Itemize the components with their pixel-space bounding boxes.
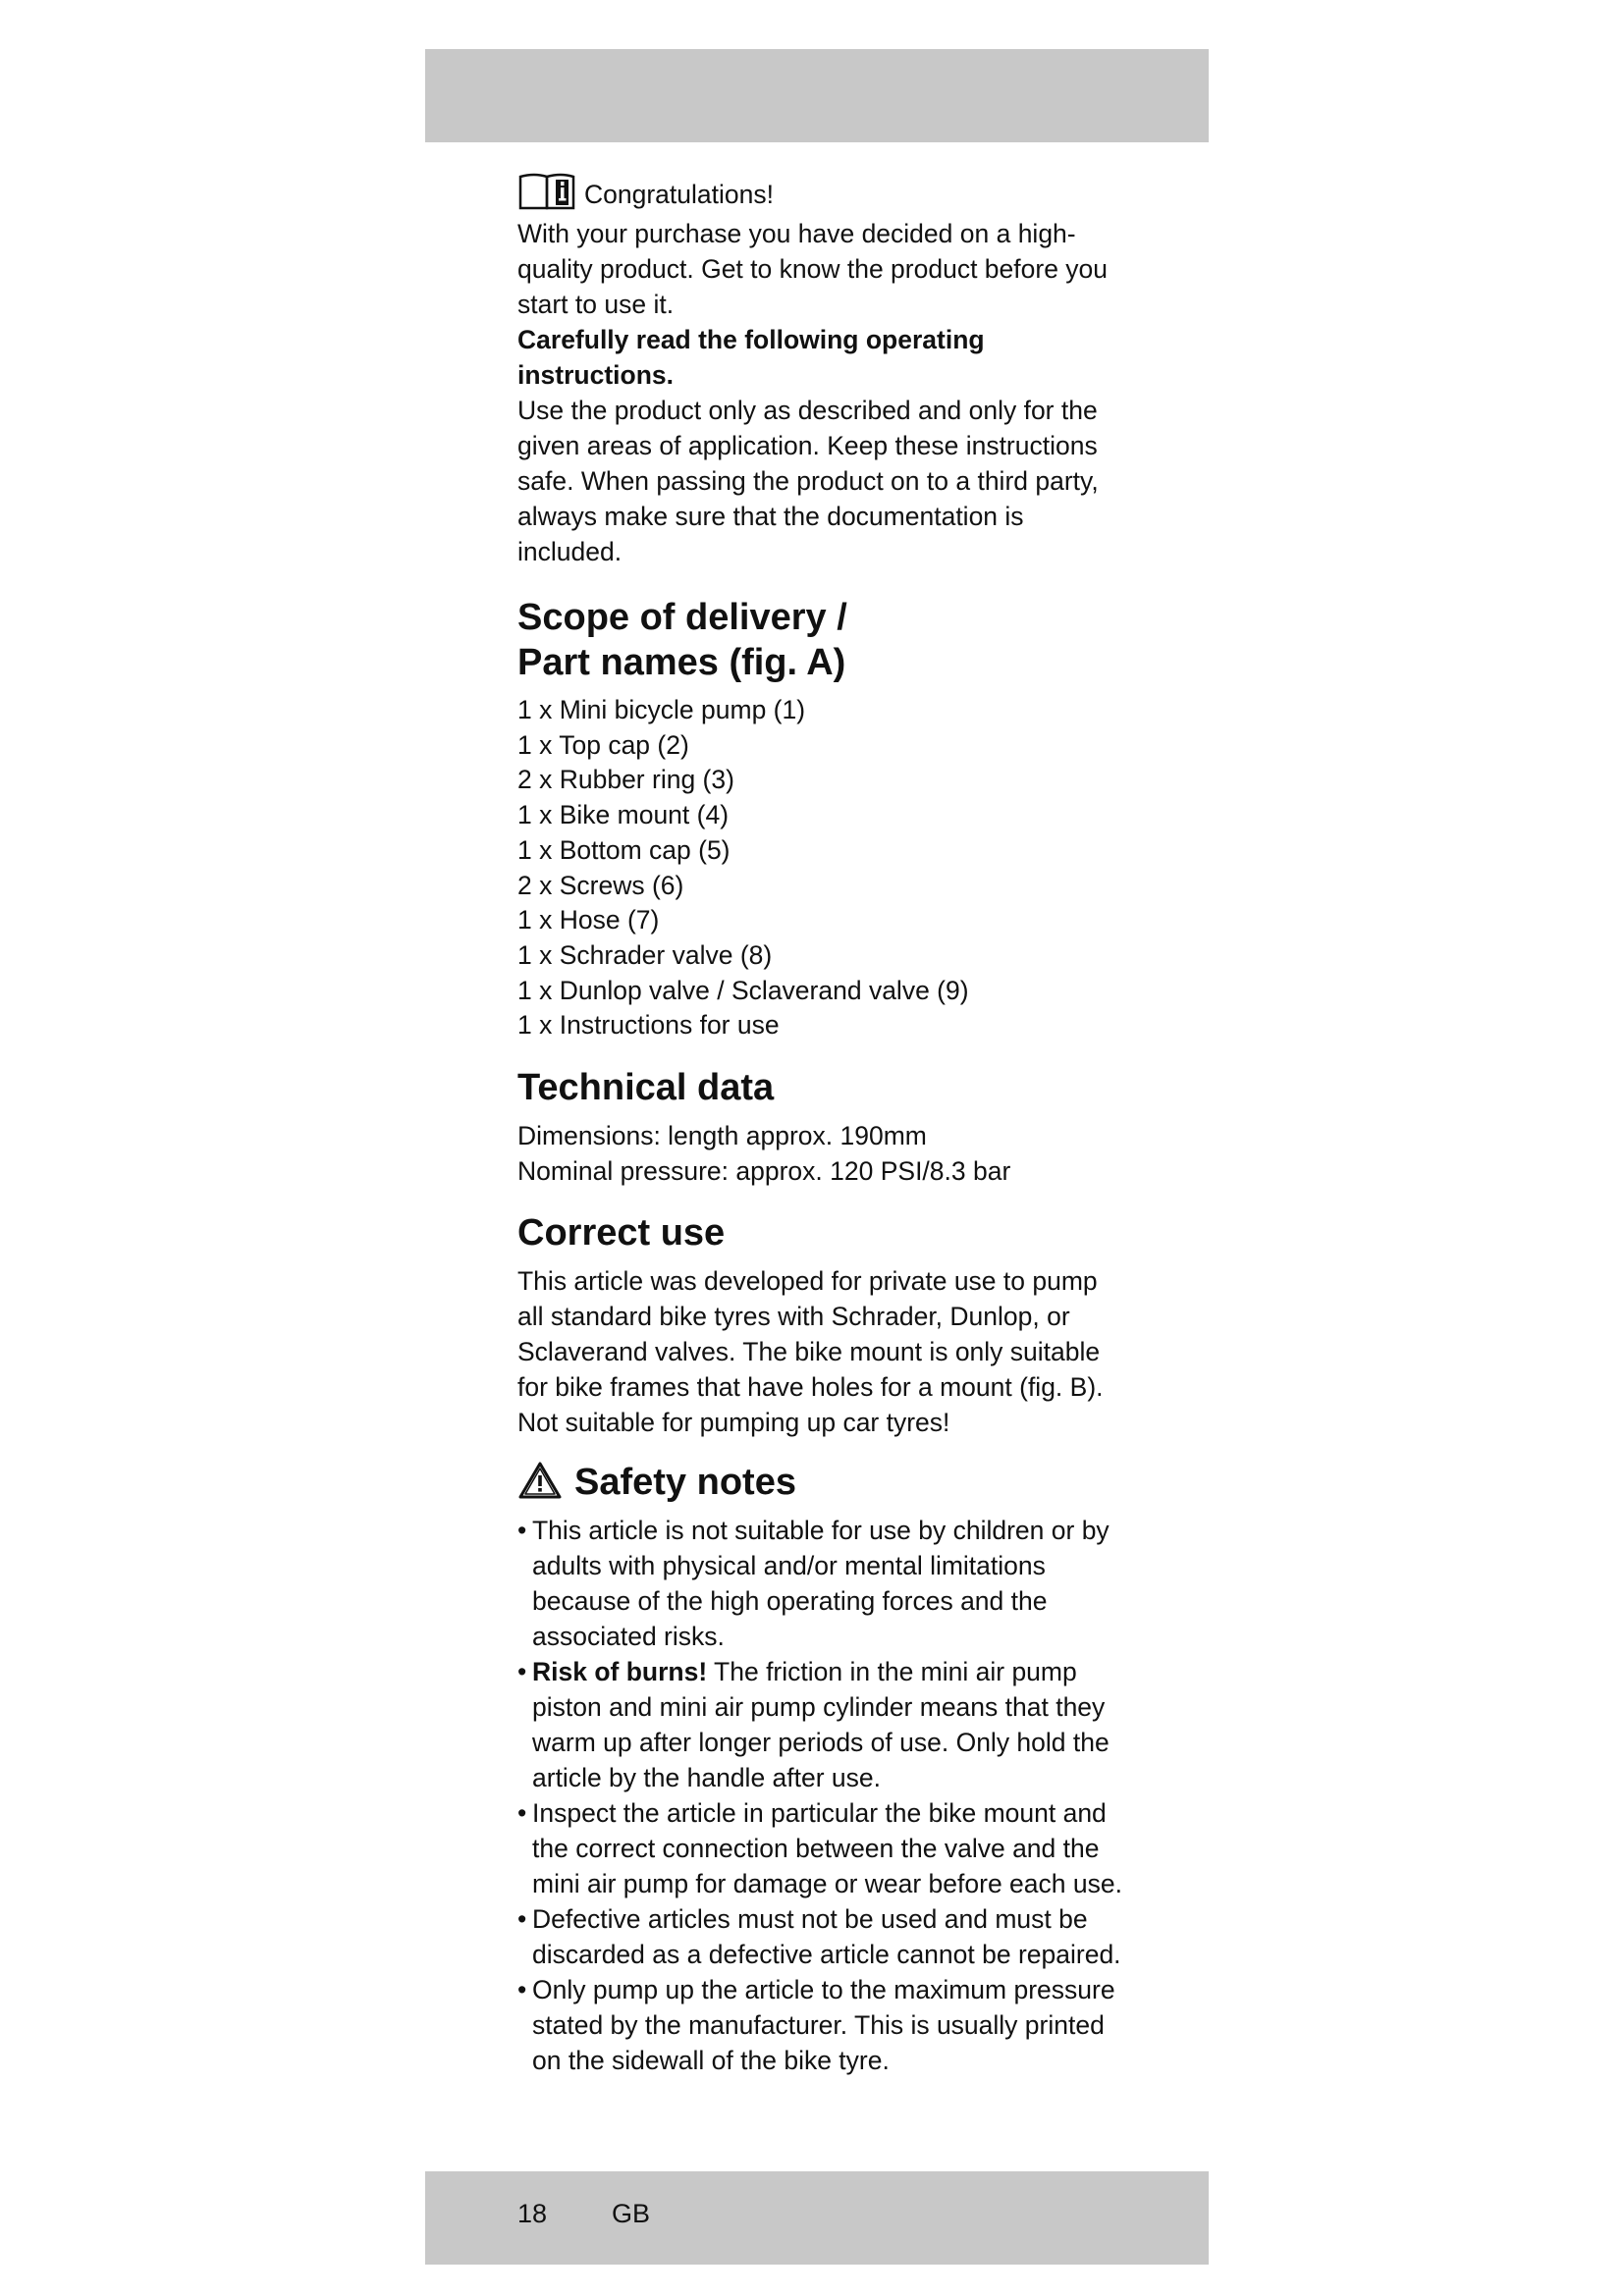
list-item: 1 x Instructions for use	[517, 1010, 780, 1041]
safety-bullet: • Only pump up the article to the maximum pressure stated by the manufacturer. This is usually printed on the sidewall of the bike tyre.	[517, 1975, 1115, 2076]
safety-bullet: • Risk of burns! The friction in the mini air pump piston and mini air pump cylinder means that they warm up after longer periods of use. Only hold the article by the handle after use.	[517, 1657, 1110, 1793]
safety-bullet: • Defective articles must not be used and must be discarded as a defective article cannot be repaired.	[517, 1904, 1121, 1970]
list-item: 1 x Dunlop valve / Sclaverand valve (9)	[517, 975, 969, 1005]
page-content	[517, 172, 1126, 2078]
safety-list	[517, 1513, 1126, 2078]
list-item: 1 x Hose (7)	[517, 905, 660, 935]
safety-bullet-text: Inspect the article in particular the bike mount and the correct connection between the valve and the mini air pump for damage or wear before each use.	[532, 1798, 1122, 1899]
scope-list	[517, 693, 1126, 1043]
technical-dimensions: Dimensions: length approx. 190mm	[517, 1121, 927, 1151]
technical-pressure: Nominal pressure: approx. 120 PSI/8.3 bar	[517, 1156, 1011, 1187]
safety-bullet-text: This article is not suitable for use by children or by adults with physical and/or mental limitations because of the high operating forces and the associated risks.	[532, 1516, 1110, 1652]
intro-heading: Congratulations!	[584, 179, 774, 209]
technical-title: Technical data	[517, 1067, 775, 1109]
safety-bullet-text: Defective articles must not be used and must be discarded as a defective article cannot be repaired.	[532, 1904, 1121, 1970]
list-item: 1 x Bottom cap (5)	[517, 834, 731, 865]
list-item: 2 x Screws (6)	[517, 870, 684, 900]
top-bar	[425, 49, 1209, 142]
list-item: 2 x Rubber ring (3)	[517, 765, 734, 795]
intro-heading-row	[517, 172, 1126, 216]
scope-title-line-1: Scope of delivery /	[517, 597, 847, 638]
intro-body-2: Use the product only as described and only for the given areas of application. Keep these instructions safe. When passing the product on to a third party, always make sure that the documentation is included.	[517, 396, 1099, 566]
list-item: 1 x Schrader valve (8)	[517, 939, 773, 970]
risk-of-burns-label: Risk of burns!	[532, 1657, 708, 1687]
list-item: 1 x Top cap (2)	[517, 729, 689, 760]
correct-use-body: This article was developed for private use to pump all standard bike tyres with Schrader, Dunlop, or Sclaverand valves. The bike mount is only suitable for bike frames that have holes for a mount (fig. B). Not suitable for pumping up car tyres!	[517, 1266, 1104, 1438]
correct-use-title: Correct use	[517, 1212, 726, 1255]
safety-bullet: • Inspect the article in particular the bike mount and the correct connection between the valve and the mini air pump for damage or wear before each use.	[517, 1798, 1122, 1899]
intro-emphasis: Carefully read the following operating instructions.	[517, 325, 985, 390]
info-book-icon	[517, 172, 578, 216]
safety-title: Safety notes	[574, 1462, 796, 1504]
list-item: 1 x Bike mount (4)	[517, 800, 730, 830]
scope-title	[517, 595, 1126, 685]
page-number: 18	[517, 2199, 548, 2228]
intro-body-1: With your purchase you have decided on a high-quality product. Get to know the product before you start to use it.	[517, 219, 1109, 319]
safety-bullet-text: Only pump up the article to the maximum pressure stated by the manufacturer. This is usually printed on the sidewall of the bike tyre.	[532, 1975, 1115, 2076]
language-code: GB	[612, 2199, 651, 2228]
scope-title-line-2: Part names (fig. A)	[517, 642, 846, 683]
warning-triangle-icon	[517, 1461, 563, 1505]
list-item: 1 x Mini bicycle pump (1)	[517, 695, 806, 724]
safety-bullet: • This article is not suitable for use by children or by adults with physical and/or mental limitations because of the high operating forces and the associated risks.	[517, 1516, 1110, 1652]
safety-bullet-text: The friction in the mini air pump piston and mini air pump cylinder means that they warm up after longer periods of use. Only hold the article by the handle after use.	[532, 1657, 1110, 1793]
safety-heading-row	[517, 1460, 1126, 1505]
